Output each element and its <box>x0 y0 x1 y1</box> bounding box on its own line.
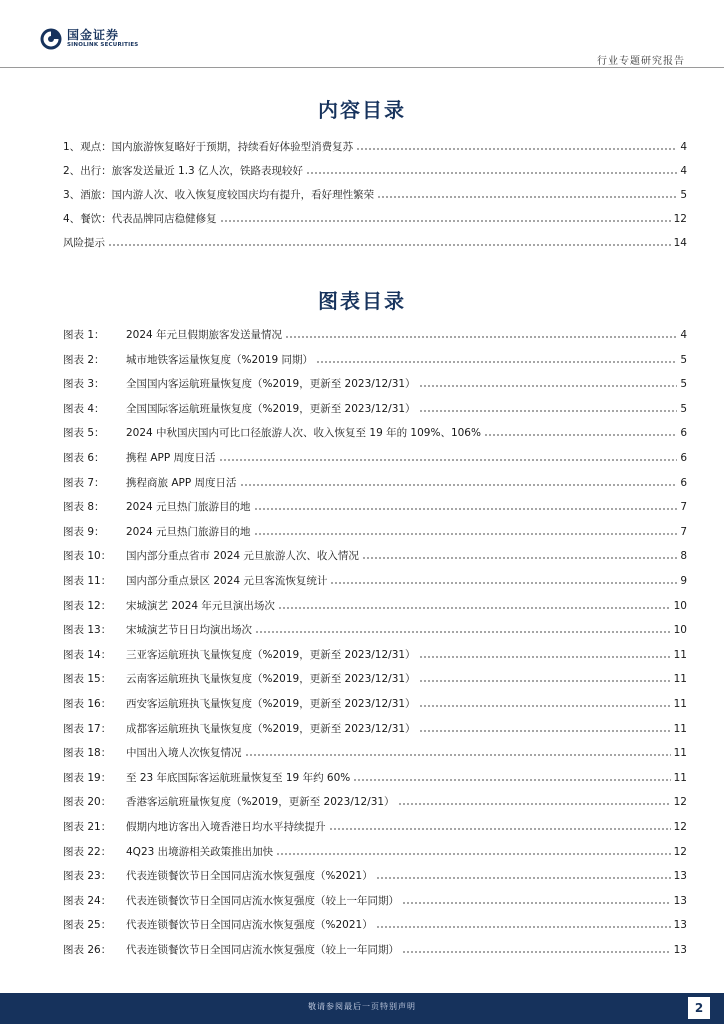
figure-label: 图表 19： <box>63 771 112 784</box>
contents-title: 内容目录 <box>318 98 406 122</box>
figure-caption: 全国国内客运航班量恢复度（%2019，更新至 2023/12/31） <box>126 378 416 391</box>
figure-page: 12 <box>673 845 687 858</box>
entry-page: 5 <box>680 189 687 201</box>
dot-leader <box>419 679 671 683</box>
figure-page: 7 <box>680 501 687 514</box>
figure-entry[interactable] <box>63 769 687 787</box>
figure-page: 5 <box>680 353 687 366</box>
entry-page: 4 <box>680 165 687 177</box>
figure-entry[interactable] <box>63 892 687 910</box>
figure-caption: 成都客运航班执飞量恢复度（%2019，更新至 2023/12/31） <box>126 722 416 735</box>
figure-page: 11 <box>673 722 687 735</box>
figure-page: 12 <box>673 796 687 809</box>
dot-leader <box>240 483 678 487</box>
figure-page: 10 <box>673 624 687 637</box>
figure-label: 图表 3： <box>63 378 105 391</box>
dot-leader <box>377 195 677 199</box>
figure-label: 图表 24： <box>63 894 112 907</box>
dot-leader <box>254 532 678 536</box>
figure-label: 图表 13： <box>63 624 112 637</box>
contents-entry[interactable] <box>63 138 687 156</box>
figure-entry[interactable] <box>63 498 687 516</box>
figure-label: 图表 7： <box>63 476 105 489</box>
figure-page: 7 <box>680 525 687 538</box>
figure-entry[interactable] <box>63 793 687 811</box>
figure-caption: 香港客运航班量恢复度（%2019，更新至 2023/12/31） <box>126 796 395 809</box>
figure-page: 9 <box>680 575 687 587</box>
entry-title: 餐饮：代表品牌同店稳健修复 <box>80 213 217 225</box>
figure-label: 图表 22： <box>63 845 112 858</box>
entry-number: 4、 <box>63 213 81 225</box>
dot-leader <box>419 409 678 413</box>
figure-page: 6 <box>680 427 687 440</box>
dot-leader <box>306 171 677 175</box>
entry-page: 4 <box>680 141 687 153</box>
figure-page: 4 <box>680 329 687 341</box>
figure-label: 图表 4： <box>63 402 105 415</box>
figure-entry[interactable] <box>63 621 687 639</box>
figure-label: 图表 12： <box>63 599 112 612</box>
figure-entry[interactable] <box>63 744 687 762</box>
entry-number: 2、 <box>63 165 81 177</box>
figure-caption: 代表连锁餐饮节日全国同店流水恢复强度（%2021） <box>126 919 373 932</box>
figure-label: 图表 6： <box>63 452 105 464</box>
figure-entry[interactable] <box>63 523 687 541</box>
contents-entry[interactable] <box>63 234 687 252</box>
disclaimer-note: 敬请参阅最后一页特别声明 <box>308 1002 416 1011</box>
figure-caption: 携程 APP 周度日活 <box>126 452 216 464</box>
entry-title: 风险提示 <box>63 237 105 249</box>
figure-caption: 城市地铁客运量恢复度（%2019 同期） <box>126 353 314 366</box>
figure-page: 11 <box>673 648 687 661</box>
figure-caption: 2024 元旦热门旅游目的地 <box>126 501 251 514</box>
figure-label: 图表 10： <box>63 550 112 563</box>
figure-page: 5 <box>680 378 687 391</box>
page-header <box>0 0 724 70</box>
figure-page: 11 <box>673 673 687 686</box>
figure-page: 11 <box>673 771 687 784</box>
figure-label: 图表 18： <box>63 747 112 760</box>
figure-label: 图表 16： <box>63 698 112 710</box>
figure-page: 12 <box>673 821 687 833</box>
figure-entry[interactable] <box>63 449 687 467</box>
figures-title: 图表目录 <box>318 289 406 313</box>
figure-page: 13 <box>673 944 687 956</box>
figure-page: 10 <box>673 599 687 612</box>
dot-leader <box>419 655 671 659</box>
figure-entry[interactable] <box>63 375 687 393</box>
figure-label: 图表 26： <box>63 944 112 956</box>
dot-leader <box>285 335 677 339</box>
figure-label: 图表 1： <box>63 329 105 341</box>
figure-entry[interactable] <box>63 916 687 934</box>
dot-leader <box>419 704 671 708</box>
figure-caption: 2024 中秋国庆国内可比口径旅游人次、收入恢复至 19 年的 109%、106% <box>126 427 481 440</box>
figure-label: 图表 11： <box>63 575 112 587</box>
entry-title: 观点：国内旅游恢复略好于预期，持续看好体验型消费复苏 <box>80 141 354 153</box>
figure-label: 图表 17： <box>63 722 112 735</box>
entry-title: 出行：旅客发送量近 1.3 亿人次，铁路表现较好 <box>80 165 304 177</box>
figure-label: 图表 20： <box>63 796 112 809</box>
figure-label: 图表 15： <box>63 673 112 686</box>
sinolink-logo-icon <box>40 28 62 50</box>
figure-label: 图表 5： <box>63 427 105 440</box>
figure-caption: 代表连锁餐饮节日全国同店流水恢复强度（%2021） <box>126 870 373 883</box>
dot-leader <box>356 147 677 151</box>
dot-leader <box>362 556 677 560</box>
figure-caption: 宋城演艺节日日均演出场次 <box>126 624 252 637</box>
dot-leader <box>220 219 671 223</box>
figure-entry[interactable] <box>63 695 687 713</box>
figure-label: 图表 23： <box>63 870 112 883</box>
figure-caption: 国内部分重点景区 2024 元旦客流恢复统计 <box>126 575 328 587</box>
dot-leader <box>219 458 678 462</box>
figure-page: 13 <box>673 894 687 907</box>
figure-caption: 携程商旅 APP 周度日活 <box>126 476 237 489</box>
figure-page: 13 <box>673 919 687 932</box>
dot-leader <box>484 433 677 437</box>
dot-leader <box>276 852 670 856</box>
dot-leader <box>376 925 671 929</box>
dot-leader <box>353 778 670 782</box>
report-type-label: 行业专题研究报告 <box>597 56 685 67</box>
figure-caption: 中国出入境人次恢复情况 <box>126 747 242 760</box>
figure-entry[interactable] <box>63 646 687 664</box>
dot-leader <box>245 753 671 757</box>
dot-leader <box>402 901 671 905</box>
figure-entry[interactable] <box>63 326 687 344</box>
figure-caption: 至 23 年底国际客运航班量恢复至 19 年约 60% <box>126 771 351 784</box>
figure-entry[interactable] <box>63 400 687 418</box>
dot-leader <box>398 802 671 806</box>
header-divider <box>0 67 724 68</box>
figure-caption: 全国国际客运航班量恢复度（%2019，更新至 2023/12/31） <box>126 402 416 415</box>
figure-caption: 西安客运航班执飞量恢复度（%2019，更新至 2023/12/31） <box>126 698 416 710</box>
figure-entry[interactable] <box>63 720 687 738</box>
figure-caption: 2024 年元旦假期旅客发送量情况 <box>126 329 283 341</box>
figure-page: 5 <box>680 402 687 415</box>
figure-caption: 假期内地访客出入境香港日均水平持续提升 <box>126 821 326 833</box>
figure-entry[interactable] <box>63 670 687 688</box>
entry-number: 1、 <box>63 141 81 153</box>
figure-entry[interactable] <box>63 474 687 492</box>
dot-leader <box>316 360 677 364</box>
figure-page: 11 <box>673 747 687 760</box>
figure-page: 11 <box>673 698 687 710</box>
logo-english-name: SINOLINK SECURITIES <box>67 42 139 49</box>
figure-label: 图表 14： <box>63 648 112 661</box>
figure-caption: 代表连锁餐饮节日全国同店流水恢复强度（较上一年同期） <box>126 944 399 956</box>
figure-label: 图表 9： <box>63 525 105 538</box>
figure-page: 8 <box>680 550 687 563</box>
contents-entry[interactable] <box>63 210 687 228</box>
page-number: 2 <box>688 997 710 1019</box>
figure-page: 6 <box>680 476 687 489</box>
figure-page: 6 <box>680 452 687 464</box>
figure-caption: 三亚客运航班执飞量恢复度（%2019，更新至 2023/12/31） <box>126 648 416 661</box>
dot-leader <box>255 630 671 634</box>
figure-label: 图表 21： <box>63 821 112 833</box>
figure-entry[interactable] <box>63 867 687 885</box>
figure-entry[interactable] <box>63 351 687 369</box>
figure-entry[interactable] <box>63 424 687 442</box>
dot-leader <box>402 950 671 954</box>
company-logo <box>40 28 138 50</box>
figure-page: 13 <box>673 870 687 883</box>
dot-leader <box>419 729 671 733</box>
page-footer <box>0 993 724 1024</box>
figure-entry[interactable] <box>63 843 687 861</box>
figure-entry[interactable] <box>63 941 687 959</box>
entry-number: 3、 <box>63 189 81 201</box>
figure-entry[interactable] <box>63 818 687 836</box>
figure-label: 图表 25： <box>63 919 112 932</box>
entry-page: 14 <box>673 237 687 249</box>
dot-leader <box>330 581 677 585</box>
entry-title: 酒旅：国内游人次、收入恢复度较国庆均有提升，看好理性繁荣 <box>80 189 375 201</box>
logo-chinese-name: 国金证券 <box>67 28 120 43</box>
figure-label: 图表 8： <box>63 501 105 514</box>
contents-entry[interactable] <box>63 186 687 204</box>
figure-entry[interactable] <box>63 547 687 565</box>
figure-entry[interactable] <box>63 572 687 590</box>
contents-entry[interactable] <box>63 162 687 180</box>
dot-leader <box>278 606 671 610</box>
figure-label: 图表 2： <box>63 353 105 366</box>
figure-caption: 4Q23 出境游相关政策推出加快 <box>126 845 274 858</box>
figure-caption: 2024 元旦热门旅游目的地 <box>126 525 251 538</box>
dot-leader <box>108 243 671 247</box>
figure-caption: 宋城演艺 2024 年元旦演出场次 <box>126 599 275 612</box>
figure-caption: 云南客运航班执飞量恢复度（%2019，更新至 2023/12/31） <box>126 673 416 686</box>
figure-entry[interactable] <box>63 597 687 615</box>
dot-leader <box>376 876 671 880</box>
dot-leader <box>419 384 678 388</box>
dot-leader <box>329 827 671 831</box>
entry-page: 12 <box>673 213 687 225</box>
figure-caption: 代表连锁餐饮节日全国同店流水恢复强度（较上一年同期） <box>126 894 399 907</box>
dot-leader <box>254 507 678 511</box>
figure-caption: 国内部分重点省市 2024 元旦旅游人次、收入情况 <box>126 550 359 563</box>
